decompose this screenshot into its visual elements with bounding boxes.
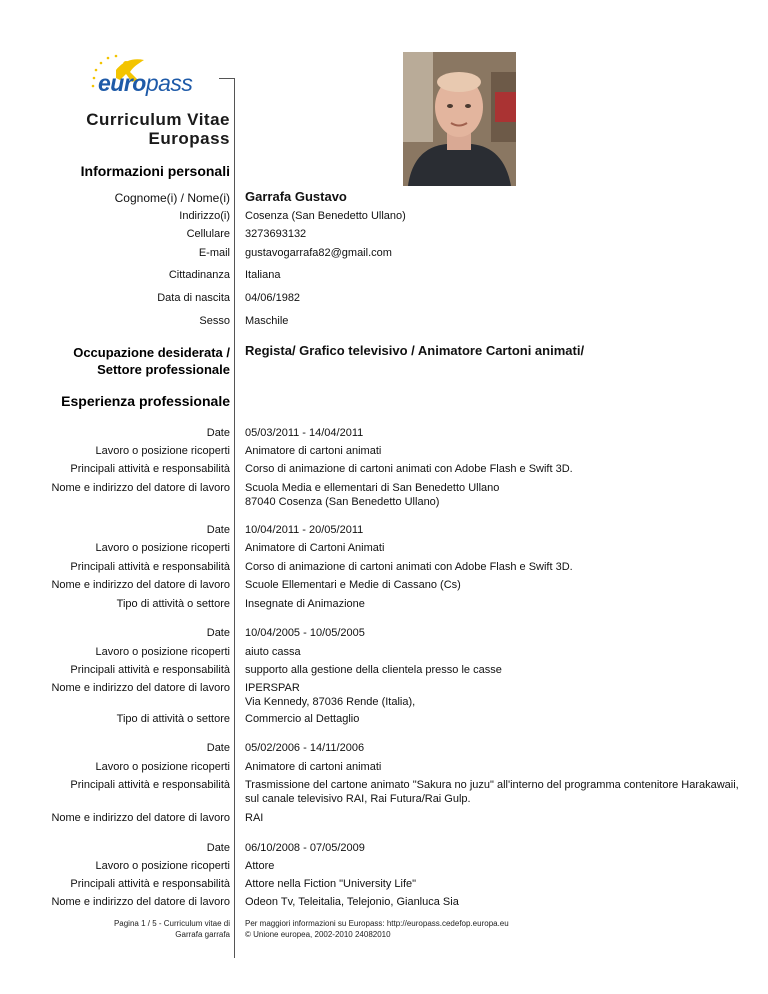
cv-title xyxy=(10,110,230,148)
job2-date: 10/04/2011 - 20/05/2011 xyxy=(245,524,364,536)
label-employer: Nome e indirizzo del datore di lavoro xyxy=(51,482,230,494)
job2-employer: Scuole Ellementari e Medie di Cassano (Cs) xyxy=(245,579,461,591)
job2-sector: Insegnate di Animazione xyxy=(245,598,365,610)
footer-link[interactable]: Per maggiori informazioni su Europass: http://europass.cedefop.europa.eu xyxy=(245,919,509,928)
column-divider xyxy=(234,78,235,958)
cv-title-line1: Curriculum Vitae xyxy=(86,110,230,129)
label-activities: Principali attività e responsabilità xyxy=(70,561,230,573)
cv-title-line2: Europass xyxy=(148,129,230,148)
job1-date: 05/03/2011 - 14/04/2011 xyxy=(245,427,364,439)
label-mobile: Cellulare xyxy=(186,228,230,240)
job4-employer: RAI xyxy=(245,812,264,824)
label-address: Indirizzo(i) xyxy=(179,210,230,222)
label-activities: Principali attività e responsabilità xyxy=(70,878,230,890)
label-date: Date xyxy=(206,524,230,536)
value-occupation: Regista/ Grafico televisivo / Animatore Cartoni animati/ xyxy=(245,343,585,358)
label-activities: Principali attività e responsabilità xyxy=(70,463,230,475)
job5-employer: Odeon Tv, Teleitalia, Telejonio, Gianluca Sia xyxy=(245,896,459,908)
job2-position: Animatore di Cartoni Animati xyxy=(245,542,385,554)
job3-employer: IPERSPAR Via Kennedy, 87036 Rende (Italia), xyxy=(245,682,416,708)
footer-page-info: Pagina 1 / 5 - Curriculum vitae di Garrafa garrafa xyxy=(113,919,230,939)
job1-position: Animatore di cartoni animati xyxy=(245,445,382,457)
job3-sector: Commercio al Dettaglio xyxy=(245,713,360,725)
label-birth: Data di nascita xyxy=(157,292,230,304)
value-email[interactable]: gustavogarrafa82@gmail.com xyxy=(245,247,392,259)
job4-activities: Trasmissione del cartone animato "Sakura no juzu" all'interno del programma contenitore Harakawaii, sul canale televisivo RAI, Rai Futura/Rai Gulp. xyxy=(245,779,739,805)
value-citizenship: Italiana xyxy=(245,269,281,281)
value-sex: Maschile xyxy=(245,315,289,327)
job1-employer: Scuola Media e ellementari di San Benedetto Ullano 87040 Cosenza (San Benedetto Ullano) xyxy=(245,482,500,508)
label-citizenship: Cittadinanza xyxy=(168,269,230,281)
value-address: Cosenza (San Benedetto Ullano) xyxy=(245,210,406,222)
value-birth: 04/06/1982 xyxy=(245,292,301,304)
label-sector: Tipo di attività o settore xyxy=(116,713,230,725)
label-employer: Nome e indirizzo del datore di lavoro xyxy=(51,579,230,591)
europass-wordmark: europass xyxy=(98,70,193,96)
value-name: Garrafa Gustavo xyxy=(245,189,347,204)
section-heading-experience: Esperienza professionale xyxy=(61,393,230,409)
label-email: E-mail xyxy=(198,247,230,259)
job1-activities: Corso di animazione di cartoni animati con Adobe Flash e Swift 3D. xyxy=(245,463,573,475)
label-employer: Nome e indirizzo del datore di lavoro xyxy=(51,812,230,824)
label-activities: Principali attività e responsabilità xyxy=(70,779,230,791)
job2-activities: Corso di animazione di cartoni animati con Adobe Flash e Swift 3D. xyxy=(245,561,573,573)
label-position: Lavoro o posizione ricoperti xyxy=(95,860,230,872)
label-sex: Sesso xyxy=(199,315,230,327)
job3-position: aiuto cassa xyxy=(245,646,301,658)
label-employer: Nome e indirizzo del datore di lavoro xyxy=(51,896,230,908)
label-date: Date xyxy=(206,842,230,854)
job3-activities: supporto alla gestione della clientela presso le casse xyxy=(245,664,502,676)
label-position: Lavoro o posizione ricoperti xyxy=(95,542,230,554)
section-heading-personal: Informazioni personali xyxy=(80,163,230,179)
label-position: Lavoro o posizione ricoperti xyxy=(95,445,230,457)
label-date: Date xyxy=(206,427,230,439)
label-sector: Tipo di attività o settore xyxy=(116,598,230,610)
divider-tick xyxy=(219,78,235,79)
job5-position: Attore xyxy=(245,860,275,872)
label-activities: Principali attività e responsabilità xyxy=(70,664,230,676)
label-date: Date xyxy=(206,742,230,754)
job4-position: Animatore di cartoni animati xyxy=(245,761,382,773)
value-mobile: 3273693132 xyxy=(245,228,307,240)
job4-date: 05/02/2006 - 14/11/2006 xyxy=(245,742,365,754)
job5-date: 06/10/2008 - 07/05/2009 xyxy=(245,842,365,854)
label-position: Lavoro o posizione ricoperti xyxy=(95,761,230,773)
portrait-photo-icon xyxy=(403,52,516,186)
label-employer: Nome e indirizzo del datore di lavoro xyxy=(51,682,230,694)
label-name: Cognome(i) / Nome(i) xyxy=(114,191,230,205)
label-occupation: Occupazione desiderata / Settore professionale xyxy=(73,345,230,377)
job5-activities: Attore nella Fiction "University Life" xyxy=(245,878,417,890)
job3-date: 10/04/2005 - 10/05/2005 xyxy=(245,627,365,639)
label-date: Date xyxy=(206,627,230,639)
label-position: Lavoro o posizione ricoperti xyxy=(95,646,230,658)
footer-europass-info: Per maggiori informazioni su Europass: http://europass.cedefop.europa.eu © Unione europea, 2002-2010 24082010 xyxy=(245,918,645,940)
